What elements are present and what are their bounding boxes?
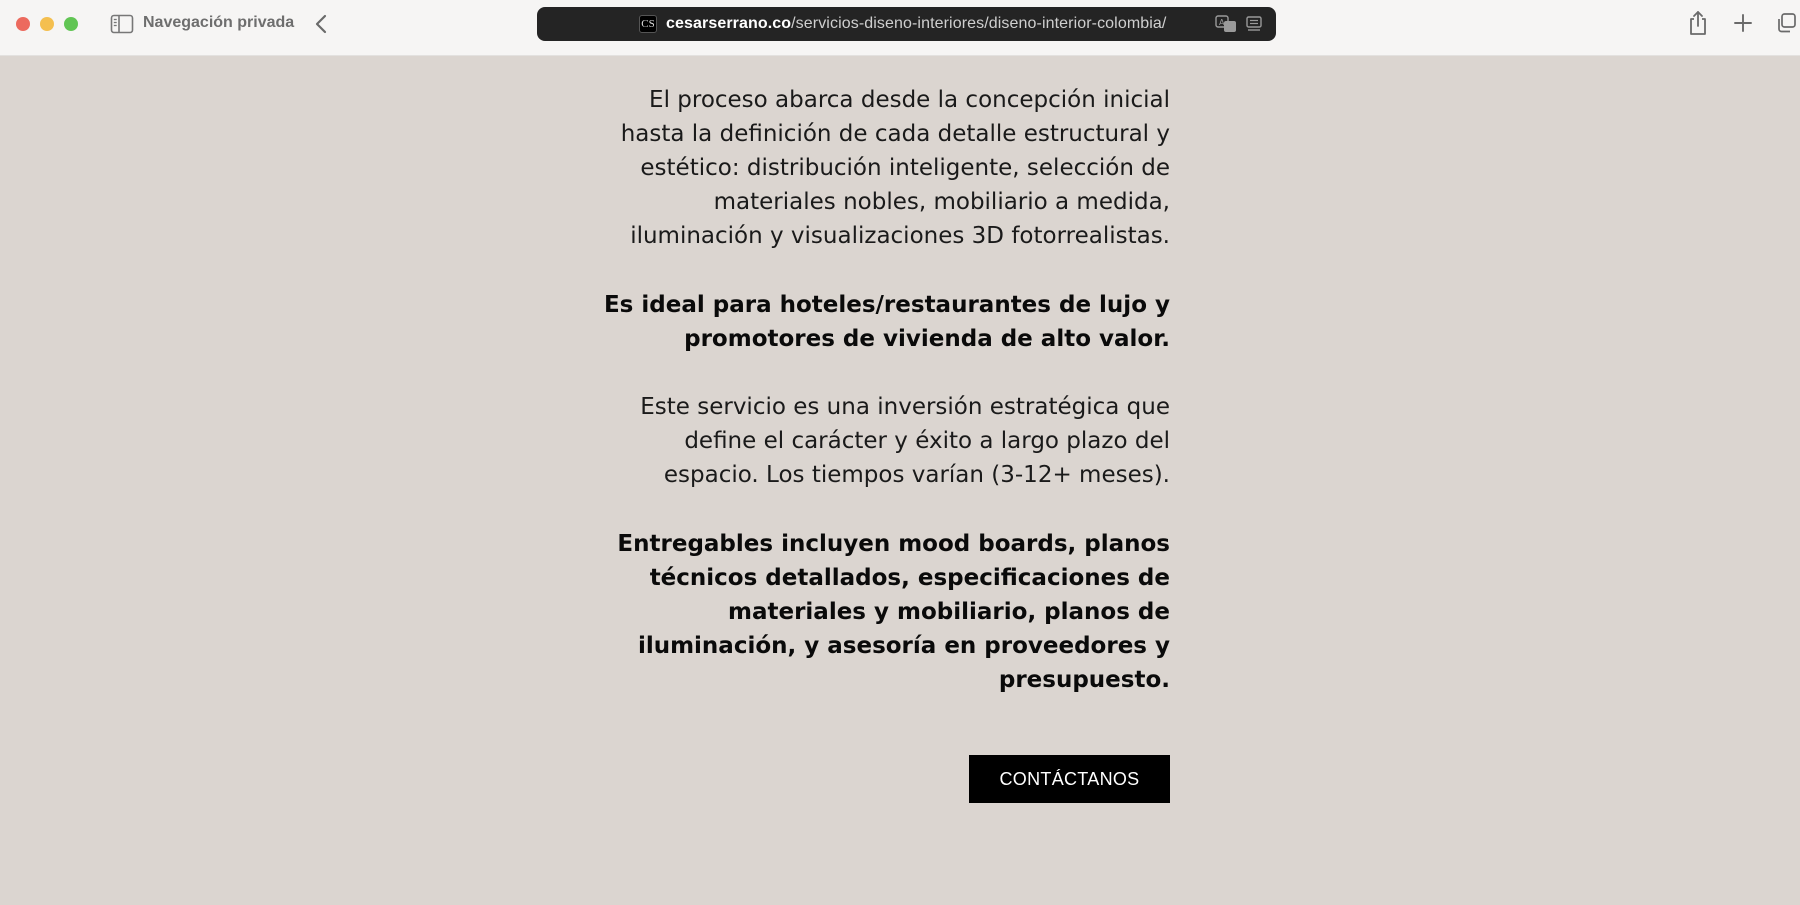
translate-icon[interactable] — [1215, 15, 1237, 33]
deliverables-statement: Entregables incluyen mood boards, planos técnicos detallados, especificaciones de materiales y mobiliario, planos de iluminación, y asesoría en proveedores y presupuesto. — [617, 531, 1170, 693]
process-description: El proceso abarca desde la concepción inicial hasta la definición de cada detalle estructural y estético: distribución inteligente, selección de materiales nobles, mobiliario a medida, iluminación y visualizaciones 3D fotorrealistas. — [620, 87, 1170, 249]
browser-toolbar — [0, 0, 1800, 56]
share-icon[interactable] — [1687, 10, 1709, 36]
svg-text:A: A — [1219, 18, 1225, 27]
back-chevron-icon[interactable] — [312, 13, 332, 35]
url-host: cesarserrano.co — [666, 15, 792, 32]
url-text[interactable] — [666, 15, 1166, 33]
contact-button[interactable]: CONTÁCTANOS — [969, 755, 1170, 803]
investment-description: Este servicio es una inversión estratégica que define el carácter y éxito a largo plazo del espacio. Los tiempos varían (3-12+ meses). — [640, 394, 1170, 488]
zoom-window-button[interactable] — [64, 17, 78, 31]
tabs-icon[interactable] — [1775, 12, 1797, 34]
ideal-clients-statement: Es ideal para hoteles/restaurantes de lujo y promotores de vivienda de alto valor. — [603, 292, 1170, 352]
page-content — [0, 56, 1800, 905]
reader-icon[interactable] — [1245, 15, 1263, 33]
minimize-window-button[interactable] — [40, 17, 54, 31]
sidebar-icon[interactable] — [110, 13, 134, 35]
url-path: /servicios-diseno-interiores/diseno-interior-colombia/ — [791, 15, 1167, 32]
plus-icon[interactable] — [1732, 12, 1754, 34]
site-favicon: CS — [639, 15, 657, 33]
private-browsing-label: Navegación privada — [143, 14, 295, 31]
close-window-button[interactable] — [16, 17, 30, 31]
address-bar[interactable] — [537, 7, 1276, 41]
